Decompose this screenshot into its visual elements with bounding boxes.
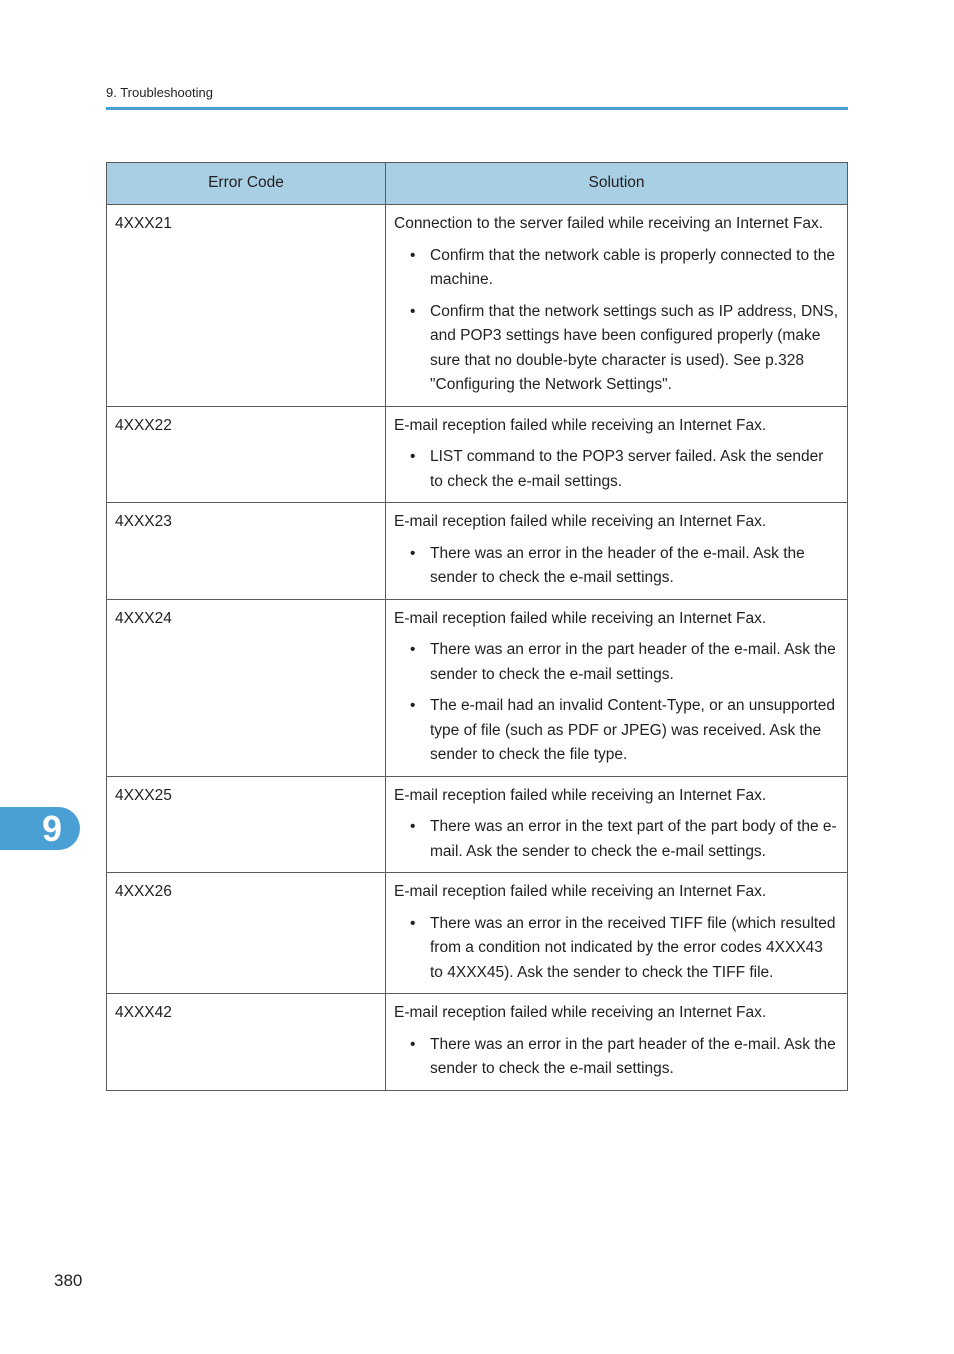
table-row xyxy=(107,873,848,994)
solution-cell xyxy=(386,873,848,994)
solution-summary: E-mail reception failed while receiving an Internet Fax. xyxy=(394,1004,767,1021)
solution-cell xyxy=(386,205,848,407)
solution-bullets xyxy=(394,244,839,398)
table-row xyxy=(107,205,848,407)
table-row xyxy=(107,406,848,503)
solution-bullets xyxy=(394,815,839,864)
solution-summary: E-mail reception failed while receiving an Internet Fax. xyxy=(394,786,767,804)
solution-bullets xyxy=(394,912,839,986)
error-code-cell: 4XXX22 xyxy=(107,406,386,503)
solution-summary: E-mail reception failed while receiving an Internet Fax. xyxy=(394,416,767,434)
bullet-item: • Confirm that the network settings such as IP address, DNS, and POP3 settings have been configured properly (make sure that no double-byte character is used). See p.328 "Configuring the Network Settings". xyxy=(430,300,839,398)
bullet-item: • There was an error in the part header of the e-mail. Ask the sender to check the e-mail settings. xyxy=(430,638,839,687)
bullet-item: • LIST command to the POP3 server failed. Ask the sender to check the e-mail settings. xyxy=(430,445,839,494)
solution-cell xyxy=(386,599,848,776)
table-row xyxy=(107,503,848,600)
solution-summary: Connection to the server failed while receiving an Internet Fax. xyxy=(394,215,824,232)
column-header-solution: Solution xyxy=(386,163,848,205)
solution-bullets xyxy=(394,1033,839,1082)
solution-bullets xyxy=(394,542,839,591)
bullet-item: • There was an error in the text part of the part body of the e-mail. Ask the sender to check the e-mail settings. xyxy=(430,815,839,864)
error-code-cell: 4XXX24 xyxy=(107,599,386,776)
bullet-item: • Confirm that the network cable is properly connected to the machine. xyxy=(430,244,839,293)
solution-bullets xyxy=(394,638,839,768)
chapter-number: 9 xyxy=(42,808,63,849)
error-code-cell: 4XXX21 xyxy=(107,205,386,407)
header-rule xyxy=(106,107,848,110)
table-row xyxy=(107,776,848,873)
table-row xyxy=(107,599,848,776)
column-header-error-code: Error Code xyxy=(107,163,386,205)
solution-summary: E-mail reception failed while receiving an Internet Fax. xyxy=(394,609,767,627)
solution-cell xyxy=(386,994,848,1091)
error-code-cell: 4XXX25 xyxy=(107,776,386,873)
error-code-cell: 4XXX26 xyxy=(107,873,386,994)
chapter-tab xyxy=(0,807,80,850)
solution-summary: E-mail reception failed while receiving an Internet Fax. xyxy=(394,513,767,530)
solution-summary: E-mail reception failed while receiving an Internet Fax. xyxy=(394,883,767,900)
bullet-item: • There was an error in the received TIFF file (which resulted from a condition not indicated by the error codes 4XXX43 to 4XXX45). Ask the sender to check the TIFF file. xyxy=(430,912,839,986)
bullet-item: • There was an error in the part header of the e-mail. Ask the sender to check the e-mail settings. xyxy=(430,1033,839,1082)
solution-cell xyxy=(386,406,848,503)
error-code-table xyxy=(106,162,848,1091)
error-code-cell: 4XXX42 xyxy=(107,994,386,1091)
bullet-item: • The e-mail had an invalid Content-Type, or an unsupported type of file (such as PDF or JPEG) was received. Ask the sender to check the file type. xyxy=(430,694,839,768)
running-header: 9. Troubleshooting xyxy=(106,85,213,100)
page-number: 380 xyxy=(54,1271,83,1290)
table-header-row xyxy=(107,163,848,205)
table-row xyxy=(107,994,848,1091)
solution-cell xyxy=(386,503,848,600)
solution-cell xyxy=(386,776,848,873)
error-code-cell: 4XXX23 xyxy=(107,503,386,600)
bullet-item: • There was an error in the header of the e-mail. Ask the sender to check the e-mail settings. xyxy=(430,542,839,591)
solution-bullets xyxy=(394,445,839,494)
